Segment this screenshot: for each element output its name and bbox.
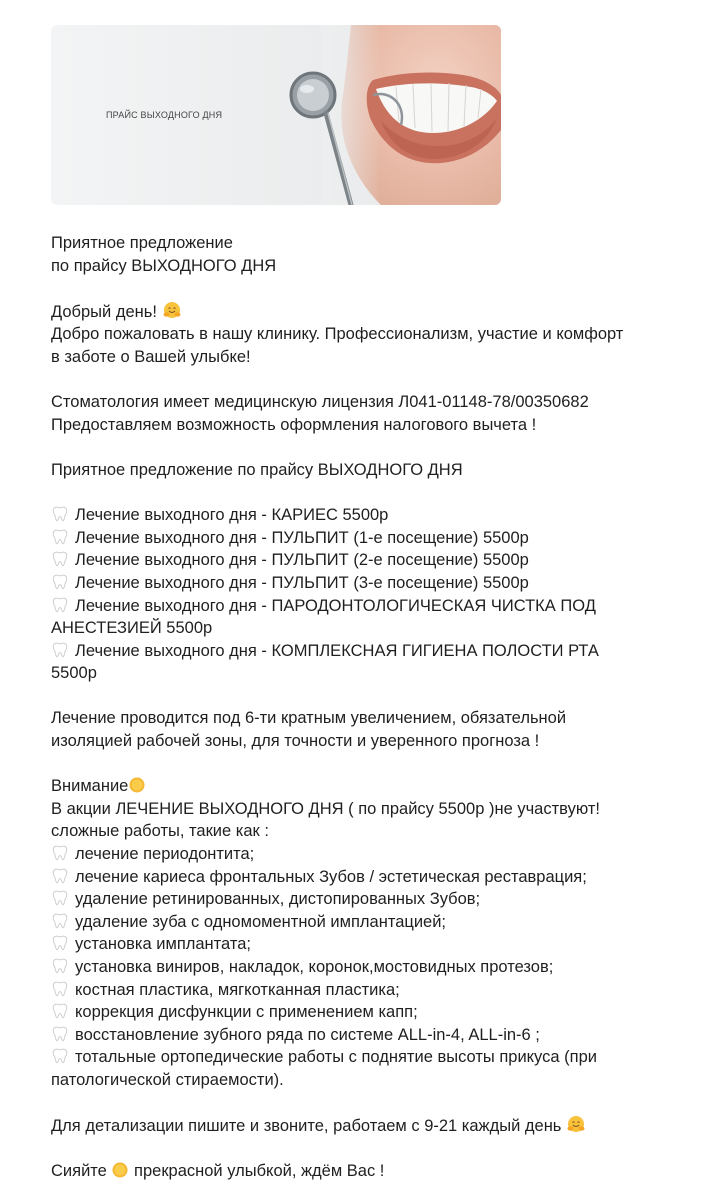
service-item-continuation: 5500р [51,664,97,683]
excluded-item: коррекция дисфункции с применением капп; [51,1001,691,1024]
excluded-item: удаление ретинированных, дистопированных Зубов; [51,888,691,911]
intro-line-2: по прайсу ВЫХОДНОГО ДНЯ [51,256,277,275]
service-item: Лечение выходного дня - ПУЛЬПИТ (1-е посещение) 5500р [51,527,691,550]
attention-line-1: В акции ЛЕЧЕНИЕ ВЫХОДНОГО ДНЯ ( по прайсу 5500р )не участвуют! [51,799,600,818]
closing-text-2: прекрасной улыбкой, ждём Вас ! [134,1162,385,1181]
tooth-icon [51,597,69,613]
excluded-item-continuation: патологической стираемости). [51,1070,284,1089]
excluded-item: костная пластика, мягкотканная пластика; [51,979,691,1002]
intro-line-1: Приятное предложение [51,234,233,252]
sun-icon [128,776,146,794]
tooth-icon [51,529,69,545]
excluded-item: удаление зуба с одномоментной имплантацией; [51,911,691,934]
tooth-icon [51,642,69,658]
welcome-line-1: Добро пожаловать в нашу клинику. Профессионализм, участие и комфорт [51,325,624,344]
excluded-item: восстановление зубного ряда по системе ALL-in-4, ALL-in-6 ; [51,1024,691,1047]
welcome-line-2: в заботе о Вашей улыбке! [51,347,251,366]
tooth-icon [51,506,69,522]
closing-line [51,1160,691,1183]
magnification-line-1: Лечение проводится под 6-ти кратным увеличением, обязательной [51,709,567,728]
post-text [51,232,691,1183]
banner-title: ПРАЙС ВЫХОДНОГО ДНЯ [106,110,223,120]
tooth-icon [51,574,69,590]
service-item: Лечение выходного дня - ПУЛЬПИТ (2-е посещение) 5500р [51,549,691,572]
attention-title-line [51,775,691,798]
excluded-item: лечение кариеса фронтальных Зубов / эстетическая реставрация; [51,866,691,889]
tooth-icon [51,935,69,951]
excluded-item: лечение периодонтита; [51,843,691,866]
tooth-icon [51,981,69,997]
tooth-icon [51,1003,69,1019]
excluded-item: тотальные ортопедические работы с поднятие высоты прикуса (при [51,1046,691,1069]
hugging-face-icon [566,1114,586,1134]
offer-heading: Приятное предложение по прайсу ВЫХОДНОГО ДНЯ [51,460,463,479]
contact-line [51,1114,691,1138]
service-item: Лечение выходного дня - КАРИЕС 5500р [51,504,691,527]
greeting-text: Добрый день! [51,302,157,321]
tooth-icon [51,958,69,974]
tooth-icon [51,868,69,884]
service-item: Лечение выходного дня - КОМПЛЕКСНАЯ ГИГИЕНА ПОЛОСТИ РТА [51,640,691,663]
attention-title: Внимание [51,777,129,796]
promo-banner [51,25,501,205]
attention-line-2: сложные работы, такие как : [51,822,269,841]
tax-deduction-line: Предоставляем возможность оформления налогового вычета ! [51,415,537,434]
tooth-icon [51,890,69,906]
excluded-item: установка имплантата; [51,933,691,956]
tooth-icon [51,913,69,929]
tooth-icon [51,1048,69,1064]
closing-text-1: Сияйте [51,1162,107,1181]
tooth-icon [51,1026,69,1042]
excluded-item: установка виниров, накладок, коронок,мостовидных протезов; [51,956,691,979]
excluded-list [51,843,691,1092]
magnification-line-2: изоляцией рабочей зоны, для точности и уверенного прогноза ! [51,732,540,751]
sun-icon [111,1161,129,1179]
hugging-face-icon [162,300,182,320]
greeting-line [51,300,691,324]
license-line: Стоматология имеет медицинскую лицензия Л041-01148-78/00350682 [51,393,589,412]
contact-text: Для детализации пишите и звоните, работаем с 9-21 каждый день [51,1117,562,1136]
services-list [51,504,691,685]
service-item: Лечение выходного дня - ПУЛЬПИТ (3-е посещение) 5500р [51,572,691,595]
service-item-continuation: АНЕСТЕЗИЕЙ 5500р [51,619,213,638]
service-item: Лечение выходного дня - ПАРОДОНТОЛОГИЧЕСКАЯ ЧИСТКА ПОД [51,595,691,618]
tooth-icon [51,845,69,861]
tooth-icon [51,551,69,567]
